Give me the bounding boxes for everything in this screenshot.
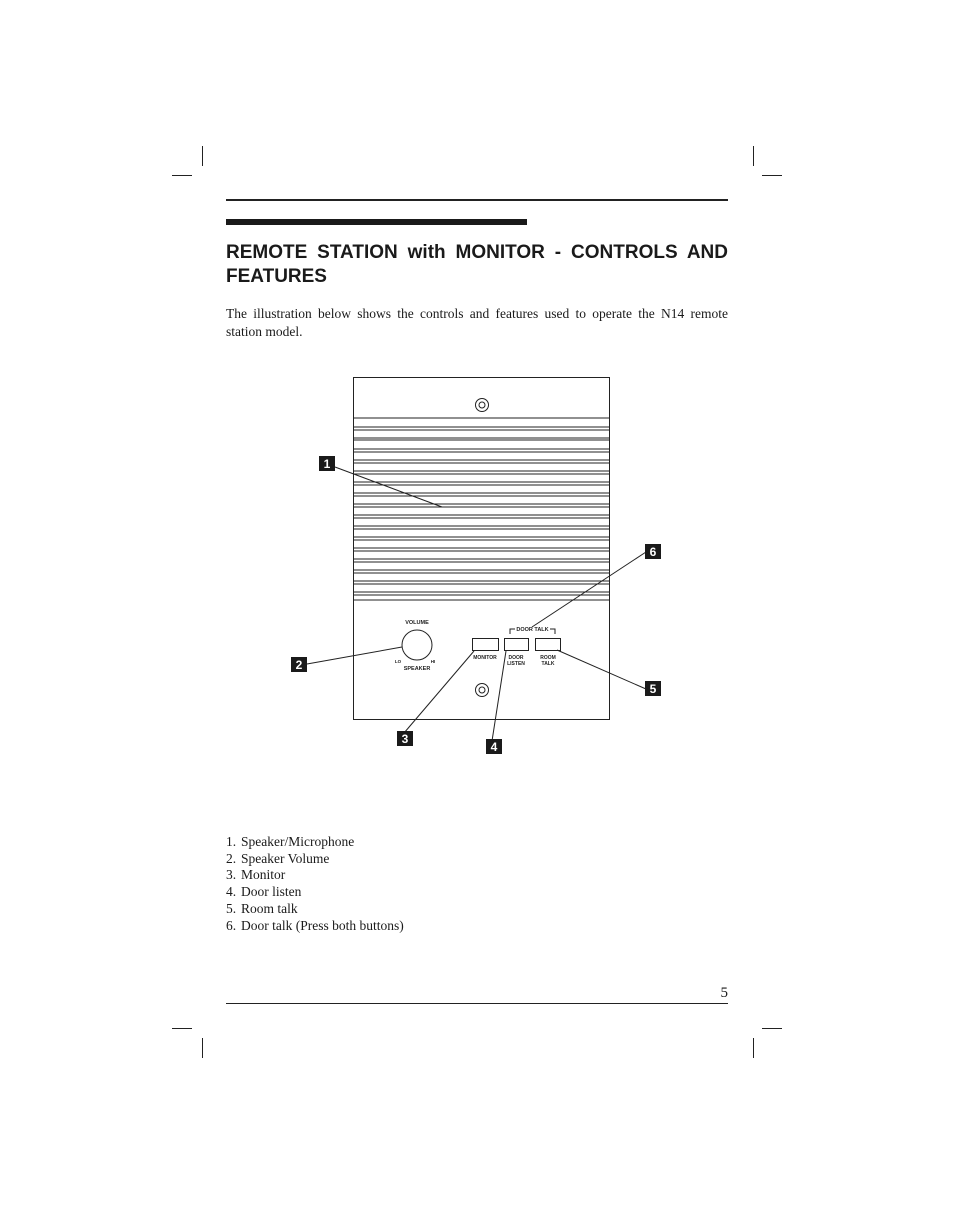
page-number: 5 [720,985,728,1001]
svg-text:3: 3 [401,732,409,746]
listen-button-label: LISTEN [507,661,525,667]
volume-hi-label: HI [430,659,436,664]
svg-text:4: 4 [490,740,498,754]
legend-item: 4. Door listen [226,884,302,900]
callout-4 [486,739,502,754]
svg-text:2: 2 [295,658,303,672]
volume-knob [402,630,432,660]
legend-item: 3. Monitor [226,867,286,883]
talk-button-label: TALK [541,661,555,667]
intro-paragraph: The illustration below shows the controls and features used to operate the N14 remote station model. [226,306,728,339]
speaker-grille [354,418,609,600]
leader-line-6 [532,552,646,627]
callout-3 [397,731,413,746]
feature-legend [226,834,404,934]
speaker-label: SPEAKER [403,666,431,672]
leader-line-4 [492,651,506,741]
monitor-button-label: MONITOR [473,655,497,661]
room-talk-button [536,639,561,651]
room-button-label: ROOM [540,655,556,661]
legend-item: 2. Speaker Volume [226,850,330,866]
callout-5 [645,681,661,696]
callout-2 [291,657,307,672]
volume-label: VOLUME [405,620,429,626]
bottom-screw-icon [476,684,489,697]
callout-1 [319,456,335,471]
footer-rule [226,1003,728,1004]
legend-item: 1. Speaker/Microphone [226,834,355,849]
svg-text:6: 6 [649,545,657,559]
volume-lo-label: LO [394,659,402,664]
page-title: REMOTE STATION with MONITOR - CONTROLS AND FEATURES [226,242,728,287]
leader-line-3 [404,651,474,733]
door-button-label: DOOR [508,655,524,661]
legend-item: 5. Room talk [226,900,298,916]
callout-6 [645,544,661,559]
top-screw-icon [476,399,489,412]
svg-text:5: 5 [649,682,657,696]
leader-line-5 [557,650,646,689]
leader-line-2 [307,647,402,664]
legend-item: 6. Door talk (Press both buttons) [226,917,404,933]
monitor-button [473,639,499,651]
leader-line-1 [335,467,442,507]
door-listen-button [505,639,529,651]
svg-text:1: 1 [323,457,331,471]
door-talk-label: DOOR TALK [516,627,549,633]
